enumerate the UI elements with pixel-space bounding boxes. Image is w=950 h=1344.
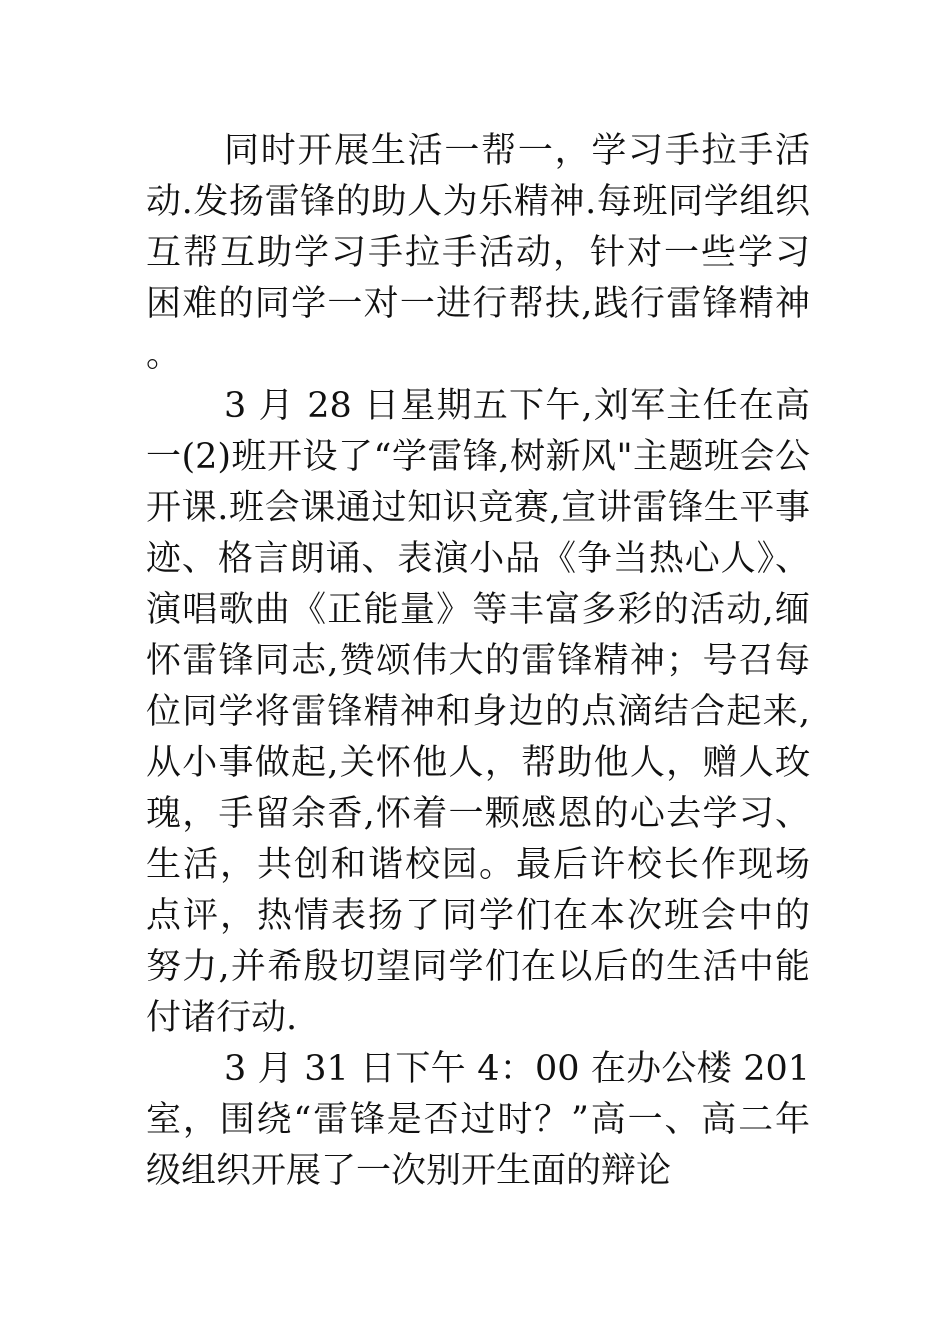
document-page — [146, 126, 810, 1197]
paragraph-1: 同时开展生活一帮一，学习手拉手活动.发扬雷锋的助人为乐精神.每班同学组织互帮互助学习手拉手活动，针对一些学习困难的同学一对一进行帮扶,践行雷锋精神。 — [146, 131, 810, 375]
paragraph-3: 3 月 31 日下午 4：00 在办公楼 201 室，围绕“雷锋是否过时？”高一、高二年级组织开展了一次别开生面的辩论 — [146, 1049, 810, 1191]
paragraph-2: 3 月 28 日星期五下午,刘军主任在高一(2)班开设了“学雷锋,树新风"主题班会公开课.班会课通过知识竞赛,宣讲雷锋生平事迹、格言朗诵、表演小品《争当热心人》、演唱歌曲《正能量》等丰富多彩的活动,缅怀雷锋同志,赞颂伟大的雷锋精神；号召每位同学将雷锋精神和身边的点滴结合起来,从小事做起,关怀他人，帮助他人，赠人玫瑰，手留余香,怀着一颗感恩的心去学习、生活，共创和谐校园。最后许校长作现场点评，热情表扬了同学们在本次班会中的努力,并希殷切望同学们在以后的生活中能付诸行动. — [146, 386, 810, 1038]
